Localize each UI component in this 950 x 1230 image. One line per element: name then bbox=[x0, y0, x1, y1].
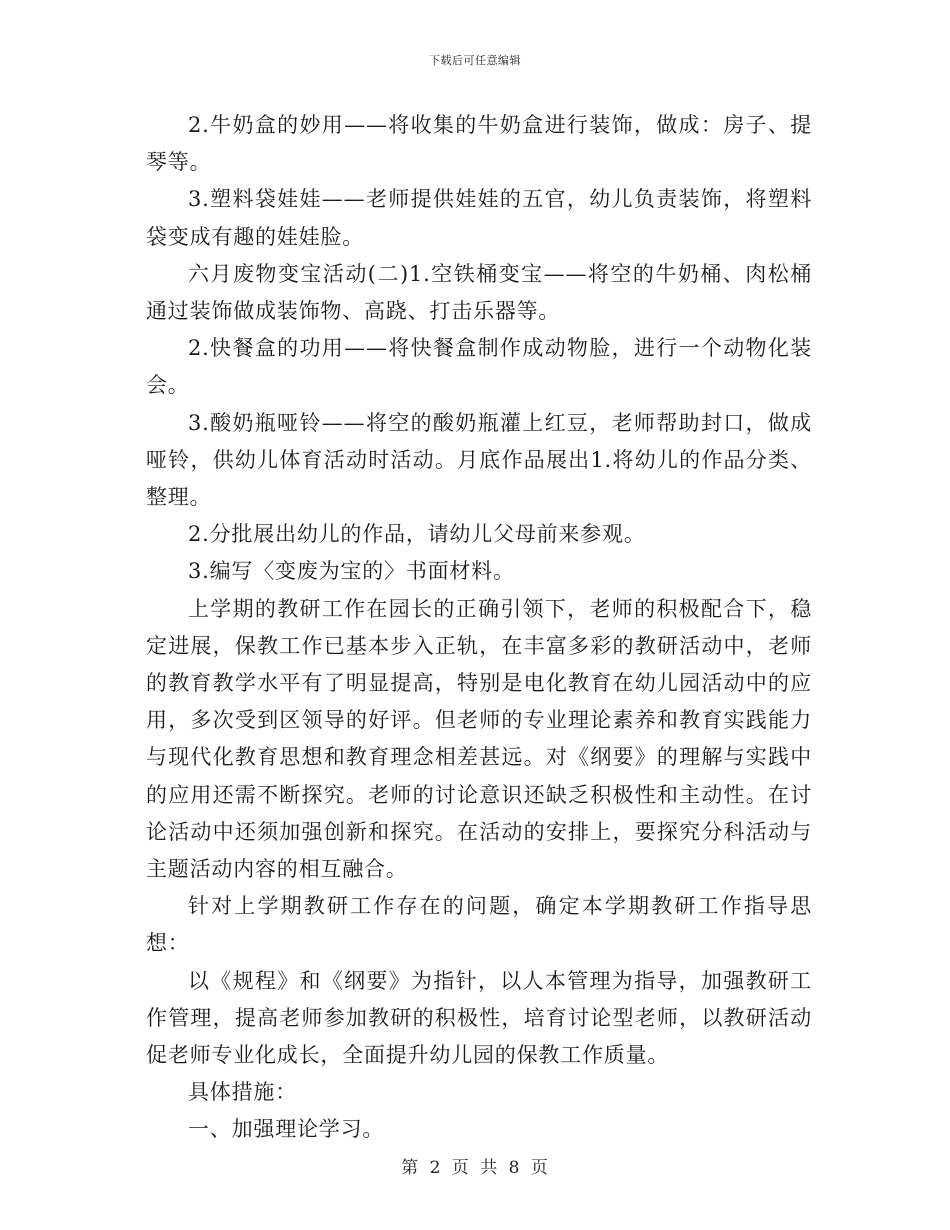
paragraph-milk-box: 2.牛奶盒的妙用——将收集的牛奶盒进行装饰，做成：房子、提琴等。 bbox=[146, 113, 812, 175]
paragraph-guiding-thought: 以《规程》和《纲要》为指针，以人本管理为指导，加强教研工作管理，提高老师参加教研的积极性，培育讨论型老师，以教研活动促老师专业化成长，全面提升幼儿园的保教工作质量。 bbox=[146, 968, 812, 1068]
paragraph-june-activity-two: 六月废物变宝活动(二)1.空铁桶变宝——将空的牛奶桶、肉松桶通过装饰做成装饰物、高跷、打击乐器等。 bbox=[146, 261, 812, 324]
paragraph-last-term-review: 上学期的教研工作在园长的正确引领下，老师的积极配合下，稳定进展，保教工作已基本步入正轨，在丰富多彩的教研活动中，老师的教育教学水平有了明显提高，特别是电化教育在幼儿园活动中的应用，多次受到区领导的好评。但老师的专业理论素养和教育实践能力与现代化教育思想和教育理念相差甚远。对《纲要》的理解与实践中的应用还需不断探究。老师的讨论意识还缺乏积极性和主动性。在讨论活动中还须加强创新和探究。在活动的安排上，要探究分科活动与主题活动内容的相互融合。 bbox=[146, 596, 812, 882]
paragraph-guiding-thought-intro: 针对上学期教研工作存在的问题，确定本学期教研工作指导思想： bbox=[146, 894, 812, 956]
paragraph-yogurt-bottle-dumbbell: 3.酸奶瓶哑铃——将空的酸奶瓶灌上红豆，老师帮助封口，做成哑铃，供幼儿体育活动时活动。月底作品展出1.将幼儿的作品分类、整理。 bbox=[146, 410, 812, 510]
paragraph-theory-study: 一、加强理论学习。 bbox=[188, 1117, 385, 1142]
page-header: 下载后可任意编辑 bbox=[429, 54, 521, 67]
paragraph-specific-measures: 具体措施： bbox=[188, 1080, 297, 1105]
paragraph-write-materials: 3.编写〈变废为宝的〉书面材料。 bbox=[188, 559, 515, 584]
document-body bbox=[146, 107, 812, 1149]
paragraph-fast-food-box: 2.快餐盒的功用——将快餐盒制作成动物脸，进行一个动物化装会。 bbox=[146, 336, 812, 398]
page-number: 第 2 页 共 8 页 bbox=[401, 1158, 549, 1178]
paragraph-exhibit-works: 2.分批展出幼儿的作品，请幼儿父母前来参观。 bbox=[188, 522, 646, 547]
paragraph-plastic-bag-doll: 3.塑料袋娃娃——老师提供娃娃的五官，幼儿负责装饰，将塑料袋变成有趣的娃娃脸。 bbox=[146, 187, 812, 249]
